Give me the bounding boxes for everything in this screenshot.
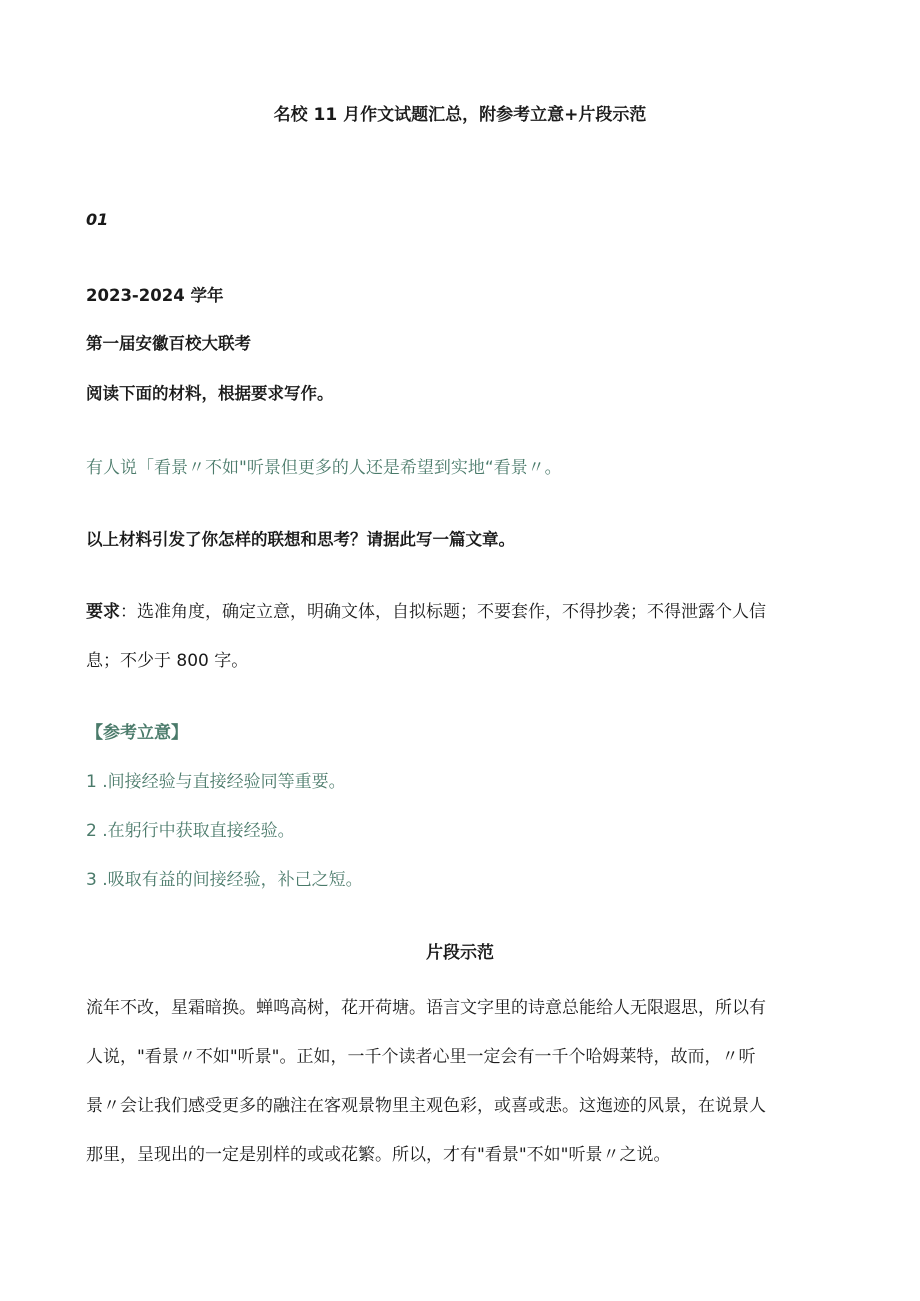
reference-heading: 【参考立意】	[86, 723, 188, 743]
requirement-text: ：选准角度，确定立意，明确文体，自拟标题；不要套作，不得抄袭；不得泄露个人信	[120, 602, 766, 622]
sample-heading: 片段示范	[426, 943, 494, 963]
school-year: 2023-2024 学年	[86, 286, 224, 305]
section-number: 01	[86, 210, 109, 229]
exam-name: 第一届安徽百校大联考	[86, 334, 251, 353]
requirement-label: 要求	[86, 602, 120, 622]
writing-prompt: 以上材料引发了你怎样的联想和思考？请据此写一篇文章。	[86, 530, 515, 549]
sample-paragraph	[86, 984, 834, 1180]
reference-item: 3 .吸取有益的间接经验，补己之短。	[86, 870, 363, 890]
reference-item: 2 .在躬行中获取直接经验。	[86, 821, 295, 841]
writing-instruction: 阅读下面的材料，根据要求写作。	[86, 384, 334, 403]
sample-line: 流年不改，星霜暗换。蝉鸣高树，花开荷塘。语言文字里的诗意总能给人无限遐思，所以有	[86, 998, 766, 1018]
sample-line: 景〃会让我们感受更多的融注在客观景物里主观色彩，或喜或悲。这迤迹的风景，在说景人	[86, 1096, 766, 1116]
requirement-line-2: 息；不少于 800 字。	[86, 651, 249, 671]
requirement-line-1	[86, 597, 766, 622]
sample-line: 人说，"看景〃不如"听景"。正如，一千个读者心里一定会有一千个哈姆莱特，故而，〃听	[86, 1047, 756, 1067]
sample-line: 那里，呈现出的一定是别样的或或花繁。所以，才有"看景"不如"听景〃之说。	[86, 1145, 671, 1165]
reference-item: 1 .间接经验与直接经验同等重要。	[86, 772, 346, 792]
material-text: 有人说「看景〃不如"听景但更多的人还是希望到实地“看景〃。	[86, 458, 562, 478]
document-title: 名校 11 月作文试题汇总，附参考立意+片段示范	[273, 105, 647, 125]
